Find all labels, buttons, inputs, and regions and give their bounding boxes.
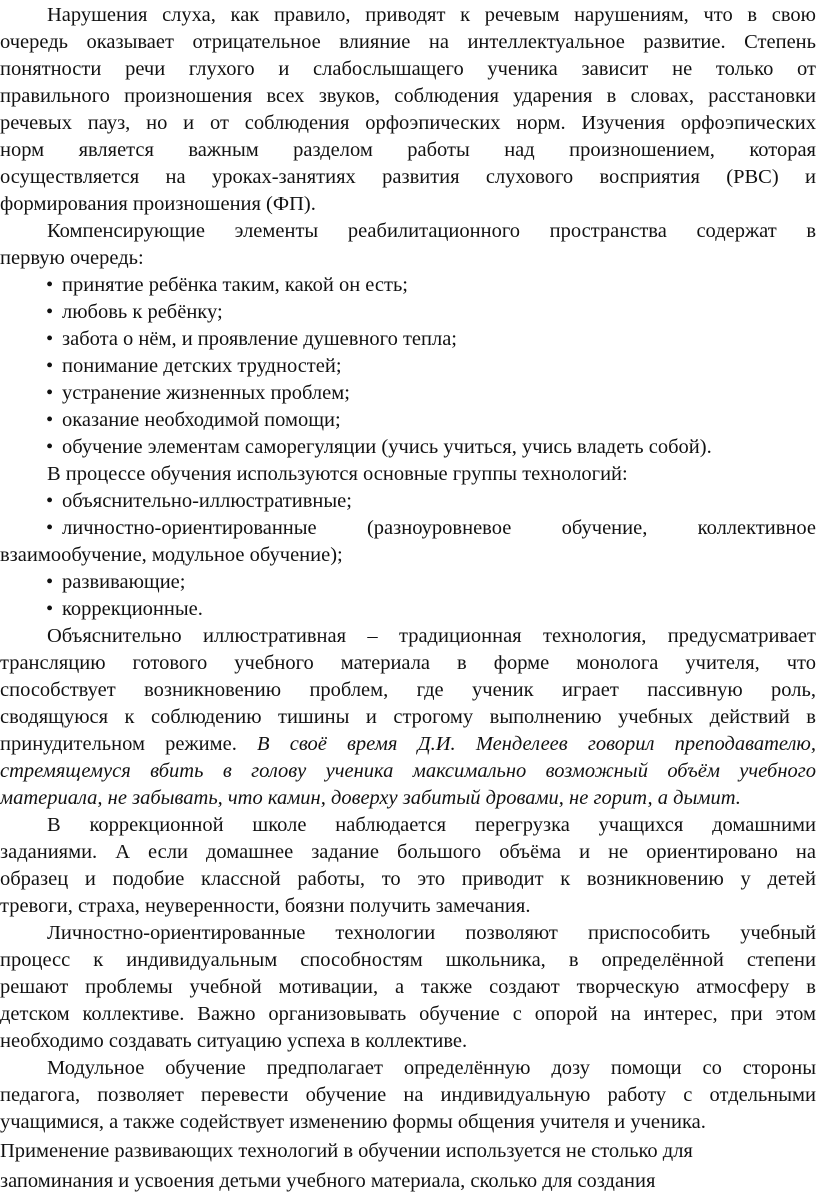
text-line: норм является важным разделом работы над произношением, которая <box>0 139 816 161</box>
paragraph-explanatory-illustrative <box>0 623 816 812</box>
text-line: Применение развивающих технологий в обучении используется не столько для <box>0 1140 693 1162</box>
list-item-text: оказание необходимой помощи; <box>62 409 341 431</box>
list-item-text: обучение элементам саморегуляции (учись учиться, учись владеть собой). <box>62 436 712 458</box>
text-line: первую очередь: <box>0 247 144 269</box>
text-line: тревоги, страха, неуверенности, боязни получить замечания. <box>0 895 531 917</box>
text-line: осуществляется на уроках-занятиях развития слухового восприятия (РВС) и <box>0 166 816 188</box>
text-line: детском коллективе. Важно организовывать обучение с опорой на интерес, при этом <box>0 1003 816 1025</box>
text-line: В процессе обучения используются основные группы технологий: <box>47 463 628 485</box>
list-item-text: принятие ребёнка таким, какой он есть; <box>62 274 408 296</box>
list-item <box>0 434 816 461</box>
list-item-text: коррекционные. <box>62 598 203 620</box>
text-line: запоминания и усвоения детьми учебного материала, сколько для создания <box>0 1170 656 1192</box>
list-item <box>0 569 816 596</box>
list-item-text: устранение жизненных проблем; <box>62 382 350 404</box>
paragraph-homework-overload <box>0 812 816 920</box>
bullet-icon: • <box>46 355 54 377</box>
paragraph-compensating-elements <box>0 218 816 272</box>
text-line: формирования произношения (ФП). <box>0 193 316 215</box>
text-plain: принудительном режиме. <box>0 733 237 755</box>
text-line: сводящуюся к соблюдению тишины и строгому выполнению учебных действий в <box>0 706 816 728</box>
list-item <box>0 326 816 353</box>
text-line <box>0 731 816 758</box>
text-line: решают проблемы учебной мотивации, а также создают творческую атмосферу в <box>0 976 816 998</box>
text-line: Компенсирующие элементы реабилитационного пространства содержат в <box>47 220 816 242</box>
list-item-text: развивающие; <box>62 571 186 593</box>
quote-italic: материала, не забывать, что камин, доверху забитый дровами, не горит, а дымит. <box>0 787 741 809</box>
text-line: Объяснительно иллюстративная – традиционная технология, предусматривает <box>47 625 816 647</box>
bullet-icon: • <box>46 571 54 593</box>
bullet-icon: • <box>46 328 54 350</box>
text-line: Личностно-ориентированные технологии позволяют приспособить учебный <box>47 922 816 944</box>
bullet-icon: • <box>46 490 54 512</box>
paragraph-developmental-technologies <box>0 1136 816 1196</box>
list-item <box>0 380 816 407</box>
list-item-text: личностно-ориентированные (разноуровневое обучение, коллективное <box>62 517 816 539</box>
text-line: В коррекционной школе наблюдается перегрузка учащихся домашними <box>47 814 816 836</box>
compensating-elements-list <box>0 272 816 461</box>
text-line: образец и подобие классной работы, то это приводит к возникновению у детей <box>0 868 816 890</box>
bullet-icon: • <box>46 382 54 404</box>
list-item-text: понимание детских трудностей; <box>62 355 342 377</box>
paragraph-modular-learning <box>0 1055 816 1136</box>
bullet-icon: • <box>46 409 54 431</box>
text-line: очередь оказывает отрицательное влияние на интеллектуальное развитие. Степень <box>0 31 816 53</box>
list-item <box>0 272 816 299</box>
text-line: правильного произношения всех звуков, соблюдения ударения в словах, расстановки <box>0 85 816 107</box>
list-item-text: объяснительно-иллюстративные; <box>62 490 352 512</box>
text-line: трансляцию готового учебного материала в форме монолога учителя, что <box>0 652 816 674</box>
bullet-icon: • <box>46 517 54 539</box>
text-line: Нарушения слуха, как правило, приводят к речевым нарушениям, что в свою <box>47 4 816 26</box>
bullet-icon: • <box>46 274 54 296</box>
quote-italic: В своё время Д.И. Менделеев говорил преподавателю, <box>257 733 816 755</box>
text-line: речевых пауз, но и от соблюдения орфоэпических норм. Изучения орфоэпических <box>0 112 816 134</box>
bullet-icon: • <box>46 598 54 620</box>
text-line: необходимо создавать ситуацию успеха в коллективе. <box>0 1030 468 1052</box>
text-line: заданиями. А если домашнее задание большого объёма и не ориентировано на <box>0 841 816 863</box>
list-item <box>0 596 816 623</box>
list-item-text: любовь к ребёнку; <box>62 301 223 323</box>
text-line: понятности речи глухого и слабослышащего ученика зависит не только от <box>0 58 816 80</box>
bullet-icon: • <box>46 301 54 323</box>
list-item <box>0 353 816 380</box>
list-item <box>0 299 816 326</box>
list-item <box>0 515 816 542</box>
paragraph-technology-groups <box>0 461 816 488</box>
list-item <box>0 407 816 434</box>
text-line: процесс к индивидуальным способностям школьника, в определённой степени <box>0 949 816 971</box>
text-line: Модульное обучение предполагает определённую дозу помощи со стороны <box>47 1057 816 1079</box>
text-line: педагога, позволяет перевести обучение на индивидуальную работу с отдельными <box>0 1084 816 1106</box>
list-item-text: забота о нём, и проявление душевного тепла; <box>62 328 458 350</box>
text-line: учащимися, а также содействует изменению формы общения учителя и ученика. <box>0 1111 706 1133</box>
text-line: способствует возникновению проблем, где ученик играет пассивную роль, <box>0 679 816 701</box>
paragraph-personality-oriented <box>0 920 816 1055</box>
list-item-continuation: взаимообучение, модульное обучение); <box>0 544 343 566</box>
technology-groups-list <box>0 488 816 623</box>
bullet-icon: • <box>46 436 54 458</box>
quote-italic: стремящемуся вбить в голову ученика максимально возможный объём учебного <box>0 760 816 782</box>
paragraph-hearing-impairment <box>0 2 816 218</box>
list-item <box>0 488 816 515</box>
